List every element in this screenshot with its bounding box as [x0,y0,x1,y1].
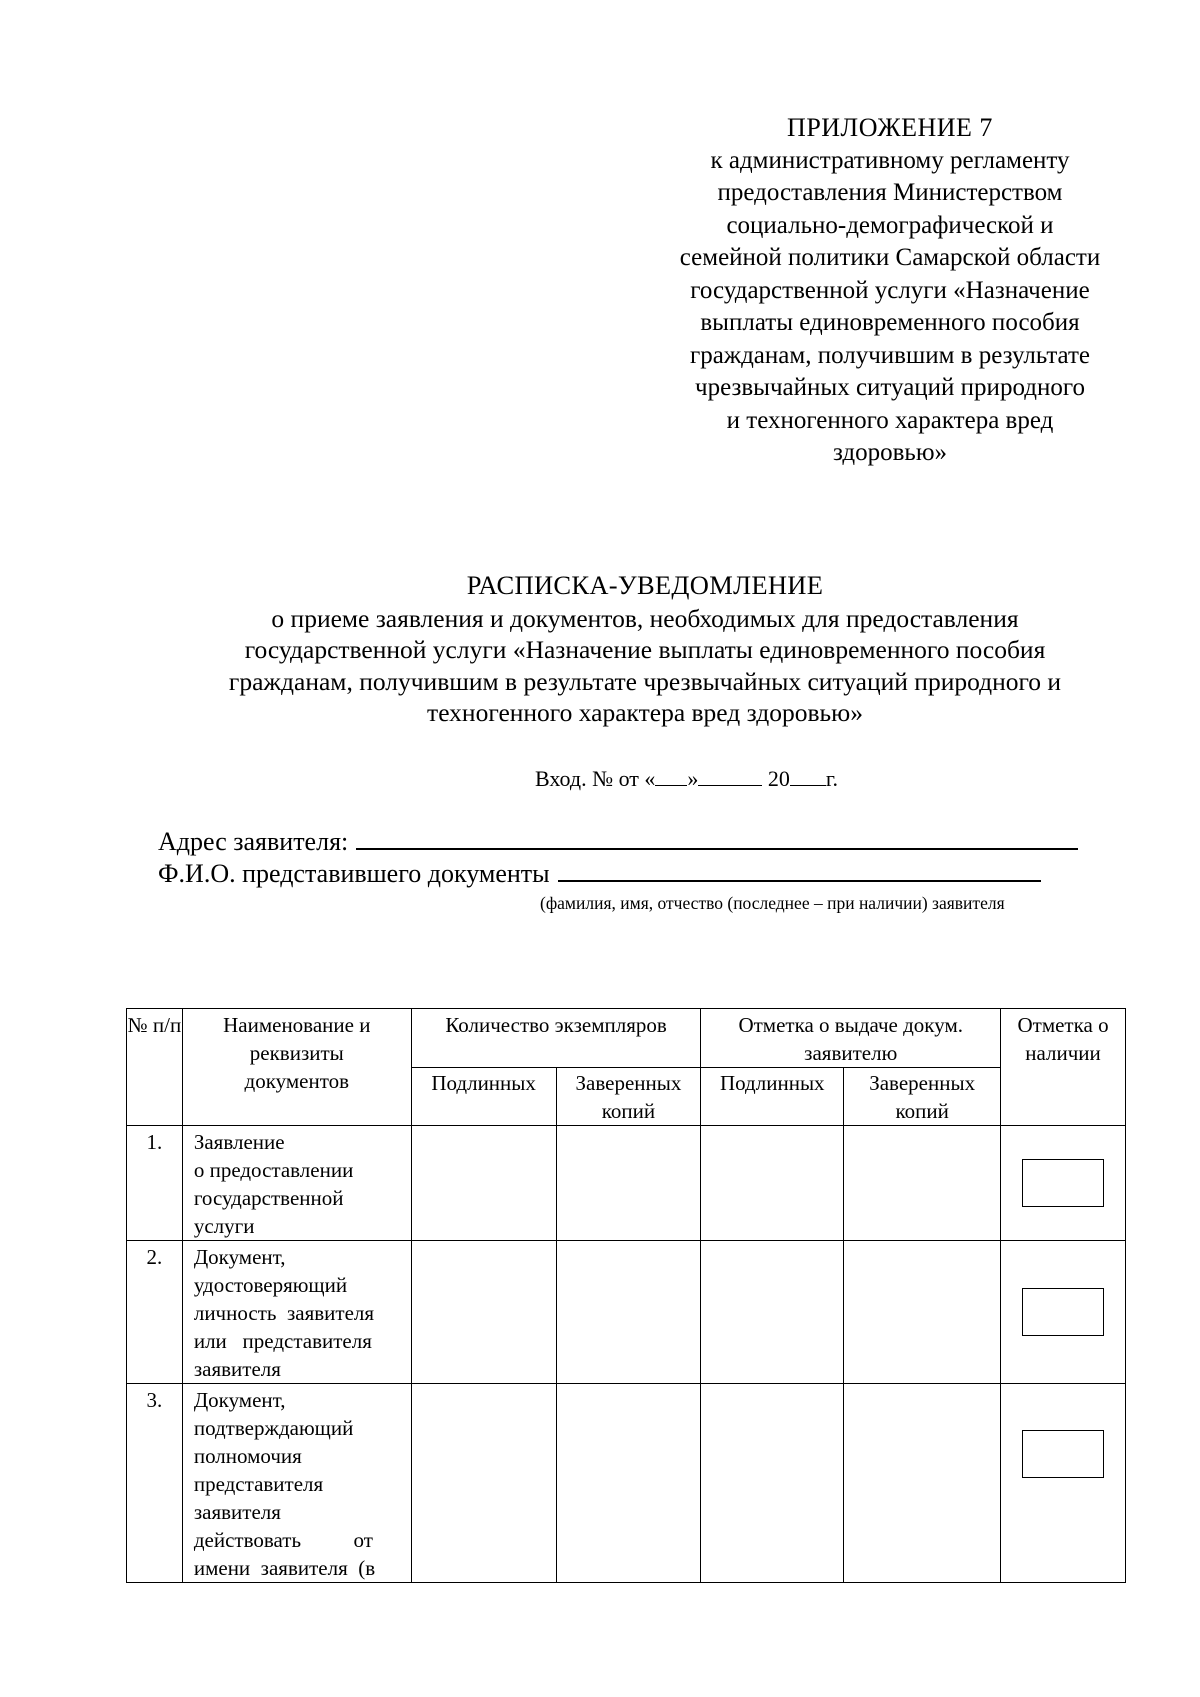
name-line: о предоставлении [193,1158,354,1182]
header-number: № п/п [127,1009,183,1126]
address-label: Адрес заявителя: [158,827,349,856]
name-line: заявителя [193,1357,281,1381]
entry-mid: » [687,766,699,791]
issue-originals-cell[interactable] [701,1126,844,1241]
title-line: о приеме заявления и документов, необходимых для предоставления [271,603,1019,633]
issue-certified-cell[interactable] [844,1241,1001,1384]
name-line: личность заявителя [193,1301,375,1325]
row-document-name [182,1384,411,1583]
presence-cell [1001,1126,1126,1241]
header-issue-originals: Подлинных [701,1068,844,1126]
presence-checkbox[interactable] [1022,1159,1104,1207]
fio-row [158,858,1041,889]
name-line: представителя [193,1472,324,1496]
presence-checkbox[interactable] [1022,1430,1104,1478]
row-document-name [182,1241,411,1384]
row-number: 1. [127,1126,183,1241]
appendix-line: к административному регламенту [710,146,1070,174]
appendix-line: государственной услуги «Назначение [690,276,1090,304]
appendix-line: здоровью» [832,439,948,466]
month-blank[interactable] [698,765,762,786]
day-blank[interactable] [655,765,687,786]
address-row [158,826,1078,857]
entry-prefix: Вход. № от « [535,766,656,791]
name-line: подтверждающий [193,1416,354,1440]
entry-suffix: г. [825,766,838,791]
appendix-line: предоставления Министерством [717,179,1063,206]
appendix-block [640,112,1140,470]
header-originals: Подлинных [411,1068,556,1126]
documents-table [126,1008,1126,1583]
row-number: 3. [127,1384,183,1583]
issue-certified-cell[interactable] [844,1384,1001,1583]
issue-certified-cell[interactable] [844,1126,1001,1241]
fio-field[interactable] [558,858,1041,882]
presence-cell [1001,1241,1126,1384]
name-line: заявителя [193,1500,281,1524]
header-presence: Отметка о наличии [1001,1009,1126,1126]
document-title: РАСПИСКА-УВЕДОМЛЕНИЕ [466,570,824,600]
name-line: действовать от [193,1528,373,1552]
table-row [127,1126,1126,1241]
table-row [127,1384,1126,1583]
header-issue-certified: Заверенных копий [844,1068,1001,1126]
name-line: услуги [193,1214,255,1238]
name-line: или представителя [193,1329,372,1353]
header-name: Наименование и реквизиты документов [182,1009,411,1126]
title-line: государственной услуги «Назначение выплаты единовременного пособия [244,635,1046,664]
appendix-line: и техногенного характера вред [726,406,1054,434]
name-line: удостоверяющий [193,1273,348,1297]
originals-cell[interactable] [411,1241,556,1384]
appendix-line: семейной политики Самарской области [679,244,1101,271]
name-line: имени заявителя (в [193,1556,376,1580]
appendix-line: чрезвычайных ситуаций природного [695,374,1085,401]
appendix-line: социально-демографической и [726,211,1054,239]
address-field[interactable] [356,826,1078,850]
appendix-heading: ПРИЛОЖЕНИЕ 7 [787,113,993,142]
certified-cell[interactable] [556,1126,701,1241]
originals-cell[interactable] [411,1384,556,1583]
certified-cell[interactable] [556,1384,701,1583]
document-title-block [120,570,1170,729]
header-certified: Заверенных копий [556,1068,701,1126]
originals-cell[interactable] [411,1126,556,1241]
fio-label: Ф.И.О. представившего документы [158,859,550,888]
year-blank[interactable] [790,765,826,786]
table-row [127,1241,1126,1384]
entry-year-prefix: 20 [762,766,790,791]
presence-checkbox[interactable] [1022,1288,1104,1336]
presence-cell [1001,1384,1126,1583]
name-line: полномочия [193,1444,302,1468]
header-copies-group: Количество экземпляров [411,1009,701,1068]
name-line: Документ, [193,1388,286,1412]
entry-number-date [535,765,838,792]
title-line: техногенного характера вред здоровью» [427,698,863,727]
name-line: Документ, [193,1245,286,1269]
title-line: гражданам, получившим в результате чрезвычайных ситуаций природного и [228,666,1062,696]
row-number: 2. [127,1241,183,1384]
issue-originals-cell[interactable] [701,1241,844,1384]
name-line: Заявление [193,1130,285,1154]
issue-originals-cell[interactable] [701,1384,844,1583]
certified-cell[interactable] [556,1241,701,1384]
header-issue-group: Отметка о выдаче докум. заявителю [701,1009,1001,1068]
fio-caption: (фамилия, имя, отчество (последнее – при наличии) заявителя [540,893,1005,913]
appendix-line: гражданам, получившим в результате [689,341,1091,369]
name-line: государственной [193,1186,344,1210]
row-document-name [182,1126,411,1241]
appendix-line: выплаты единовременного пособия [700,309,1080,336]
